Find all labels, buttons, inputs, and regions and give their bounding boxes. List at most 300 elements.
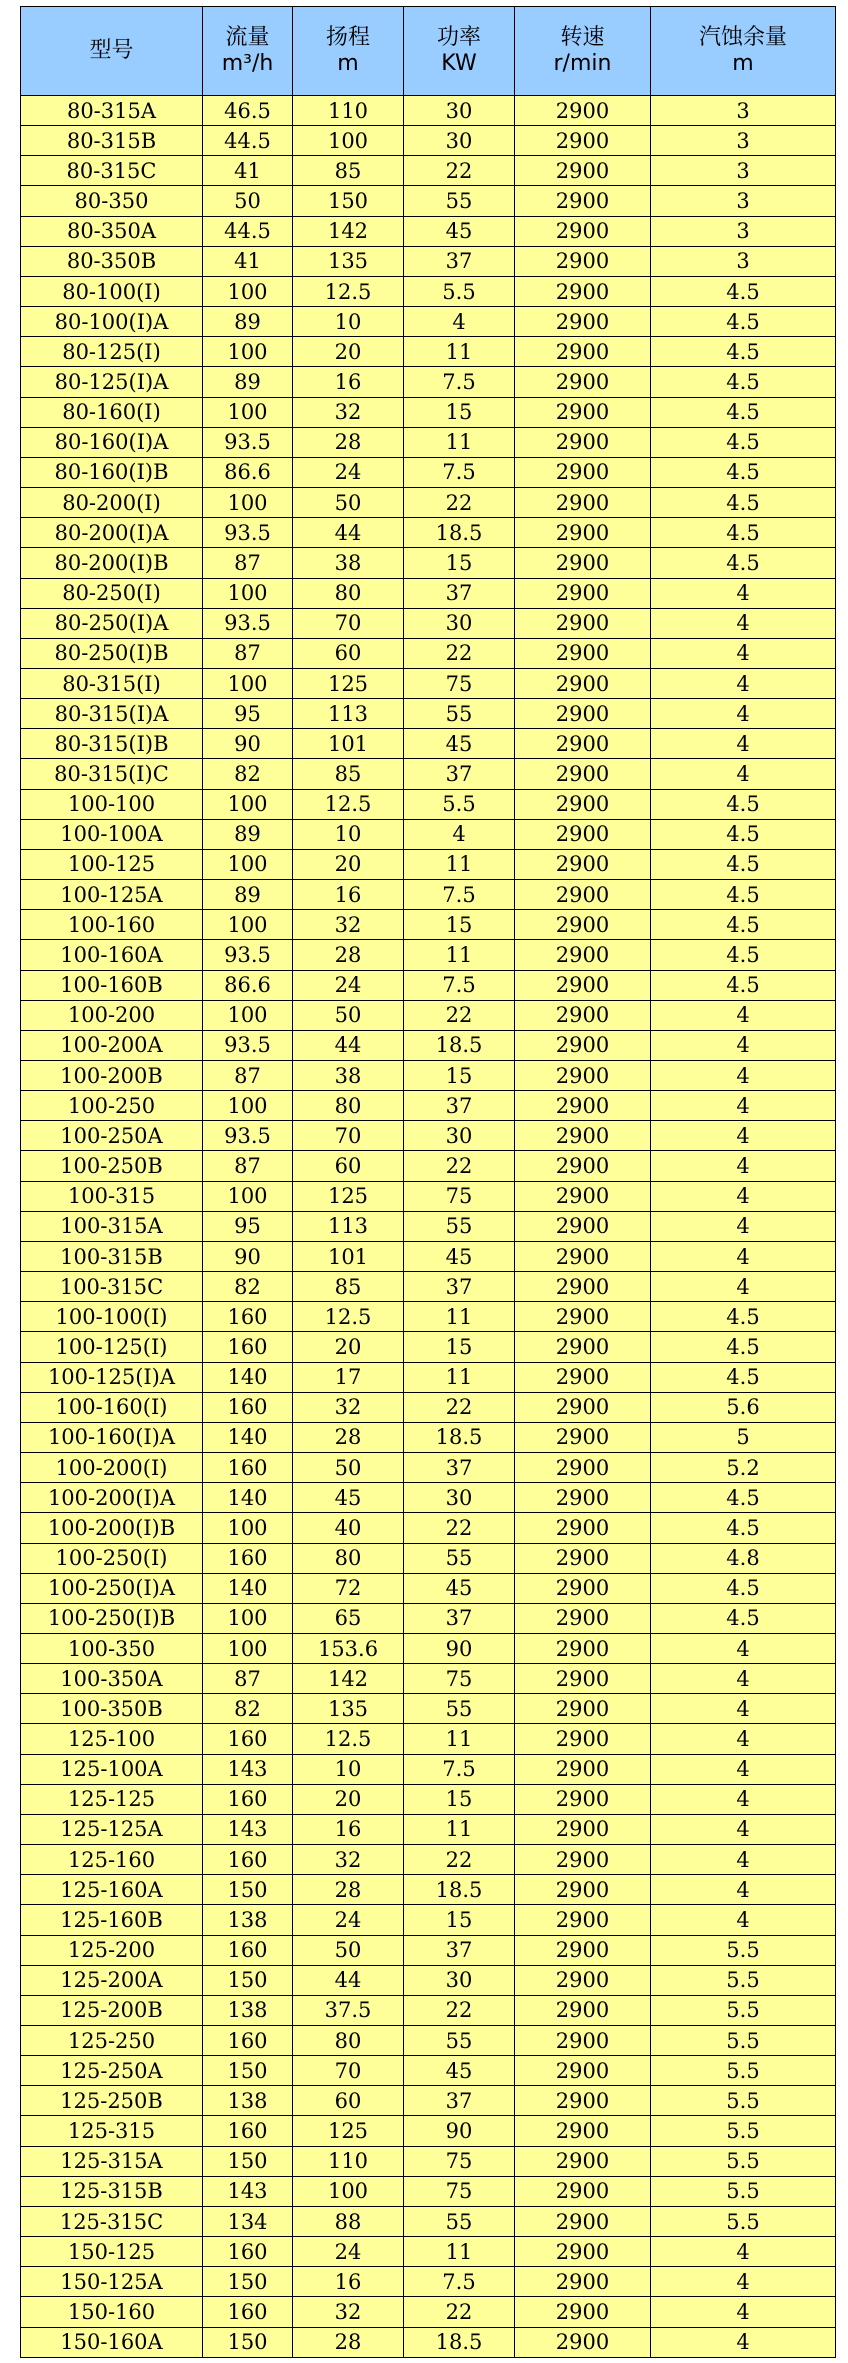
cell-flow: 89	[203, 307, 293, 337]
cell-model: 100-160(I)	[21, 1392, 203, 1422]
cell-power: 55	[404, 1543, 515, 1573]
table-row	[21, 1513, 836, 1543]
cell-speed: 2900	[515, 488, 651, 518]
cell-head: 100	[293, 126, 404, 156]
cell-head: 101	[293, 1241, 404, 1271]
cell-flow: 82	[203, 1272, 293, 1302]
cell-head: 16	[293, 367, 404, 397]
cell-power: 37	[404, 2086, 515, 2116]
table-row	[21, 1603, 836, 1633]
cell-speed: 2900	[515, 1272, 651, 1302]
cell-npsh: 3	[651, 96, 836, 126]
cell-head: 142	[293, 216, 404, 246]
cell-head: 20	[293, 849, 404, 879]
cell-head: 37.5	[293, 1995, 404, 2025]
cell-head: 80	[293, 2026, 404, 2056]
table-row	[21, 1061, 836, 1091]
cell-flow: 134	[203, 2206, 293, 2236]
cell-head: 28	[293, 1875, 404, 1905]
cell-flow: 93.5	[203, 940, 293, 970]
cell-flow: 87	[203, 548, 293, 578]
cell-model: 100-100A	[21, 819, 203, 849]
cell-npsh: 4.5	[651, 457, 836, 487]
cell-model: 100-160B	[21, 970, 203, 1000]
cell-speed: 2900	[515, 849, 651, 879]
cell-head: 70	[293, 1121, 404, 1151]
cell-model: 100-250	[21, 1091, 203, 1121]
cell-speed: 2900	[515, 2237, 651, 2267]
cell-power: 5.5	[404, 276, 515, 306]
cell-model: 80-350B	[21, 246, 203, 276]
cell-npsh: 4.5	[651, 518, 836, 548]
table-row	[21, 2056, 836, 2086]
cell-npsh: 4	[651, 1724, 836, 1754]
cell-power: 55	[404, 2026, 515, 2056]
cell-flow: 143	[203, 2176, 293, 2206]
cell-flow: 160	[203, 1302, 293, 1332]
cell-npsh: 4.5	[651, 276, 836, 306]
cell-speed: 2900	[515, 2297, 651, 2327]
header-power: 功率 KW	[404, 7, 515, 96]
cell-head: 135	[293, 246, 404, 276]
cell-speed: 2900	[515, 2116, 651, 2146]
cell-npsh: 4.5	[651, 397, 836, 427]
cell-model: 100-250(I)	[21, 1543, 203, 1573]
cell-speed: 2900	[515, 216, 651, 246]
cell-flow: 140	[203, 1573, 293, 1603]
cell-flow: 87	[203, 1664, 293, 1694]
cell-flow: 90	[203, 729, 293, 759]
cell-head: 60	[293, 638, 404, 668]
cell-speed: 2900	[515, 1633, 651, 1663]
cell-head: 101	[293, 729, 404, 759]
cell-npsh: 3	[651, 186, 836, 216]
cell-model: 100-100	[21, 789, 203, 819]
table-row	[21, 186, 836, 216]
table-row	[21, 1483, 836, 1513]
cell-flow: 150	[203, 1965, 293, 1995]
cell-npsh: 4.5	[651, 488, 836, 518]
cell-speed: 2900	[515, 2267, 651, 2297]
table-row	[21, 2116, 836, 2146]
cell-power: 75	[404, 1664, 515, 1694]
cell-speed: 2900	[515, 789, 651, 819]
cell-model: 100-350A	[21, 1664, 203, 1694]
cell-head: 135	[293, 1694, 404, 1724]
table-row	[21, 1362, 836, 1392]
table-row	[21, 1181, 836, 1211]
cell-power: 15	[404, 1061, 515, 1091]
cell-power: 15	[404, 1784, 515, 1814]
cell-power: 7.5	[404, 880, 515, 910]
cell-npsh: 4	[651, 1000, 836, 1030]
cell-speed: 2900	[515, 1664, 651, 1694]
cell-power: 90	[404, 2116, 515, 2146]
table-row	[21, 2026, 836, 2056]
cell-flow: 143	[203, 1754, 293, 1784]
cell-model: 100-125A	[21, 880, 203, 910]
cell-power: 55	[404, 1694, 515, 1724]
cell-speed: 2900	[515, 518, 651, 548]
cell-flow: 140	[203, 1422, 293, 1452]
cell-head: 110	[293, 2146, 404, 2176]
cell-head: 24	[293, 970, 404, 1000]
cell-flow: 100	[203, 668, 293, 698]
cell-power: 45	[404, 1241, 515, 1271]
cell-speed: 2900	[515, 729, 651, 759]
table-row	[21, 1875, 836, 1905]
cell-speed: 2900	[515, 1483, 651, 1513]
cell-model: 80-160(I)A	[21, 427, 203, 457]
cell-flow: 100	[203, 1603, 293, 1633]
cell-model: 80-250(I)B	[21, 638, 203, 668]
cell-speed: 2900	[515, 1211, 651, 1241]
cell-flow: 50	[203, 186, 293, 216]
cell-model: 80-315C	[21, 156, 203, 186]
cell-npsh: 4.5	[651, 1483, 836, 1513]
table-row	[21, 638, 836, 668]
cell-power: 7.5	[404, 367, 515, 397]
cell-head: 60	[293, 1151, 404, 1181]
cell-speed: 2900	[515, 397, 651, 427]
cell-npsh: 5.5	[651, 2116, 836, 2146]
cell-head: 20	[293, 337, 404, 367]
cell-model: 150-160	[21, 2297, 203, 2327]
cell-model: 100-200(I)B	[21, 1513, 203, 1543]
cell-model: 80-100(I)	[21, 276, 203, 306]
table-row	[21, 849, 836, 879]
cell-power: 75	[404, 2146, 515, 2176]
cell-head: 70	[293, 608, 404, 638]
cell-flow: 89	[203, 367, 293, 397]
cell-npsh: 4	[651, 1784, 836, 1814]
cell-npsh: 4.5	[651, 1302, 836, 1332]
cell-head: 72	[293, 1573, 404, 1603]
cell-npsh: 3	[651, 216, 836, 246]
cell-speed: 2900	[515, 699, 651, 729]
cell-power: 11	[404, 849, 515, 879]
cell-npsh: 4	[651, 2327, 836, 2357]
cell-speed: 2900	[515, 1543, 651, 1573]
table-row	[21, 1814, 836, 1844]
cell-npsh: 5	[651, 1422, 836, 1452]
cell-flow: 150	[203, 2267, 293, 2297]
table-row	[21, 940, 836, 970]
cell-head: 20	[293, 1784, 404, 1814]
cell-model: 100-250B	[21, 1151, 203, 1181]
cell-power: 45	[404, 2056, 515, 2086]
cell-head: 16	[293, 1814, 404, 1844]
cell-npsh: 4.8	[651, 1543, 836, 1573]
cell-model: 80-125(I)A	[21, 367, 203, 397]
table-row	[21, 2206, 836, 2236]
cell-npsh: 4.5	[651, 789, 836, 819]
cell-flow: 41	[203, 156, 293, 186]
cell-npsh: 5.5	[651, 1935, 836, 1965]
cell-speed: 2900	[515, 1754, 651, 1784]
cell-power: 37	[404, 1453, 515, 1483]
cell-power: 90	[404, 1633, 515, 1663]
cell-power: 15	[404, 910, 515, 940]
cell-speed: 2900	[515, 1784, 651, 1814]
cell-model: 100-125(I)	[21, 1332, 203, 1362]
cell-head: 12.5	[293, 789, 404, 819]
table-row	[21, 397, 836, 427]
cell-flow: 100	[203, 1513, 293, 1543]
cell-power: 55	[404, 699, 515, 729]
cell-head: 10	[293, 1754, 404, 1784]
cell-speed: 2900	[515, 1000, 651, 1030]
table-row	[21, 367, 836, 397]
cell-power: 55	[404, 2206, 515, 2236]
cell-power: 45	[404, 216, 515, 246]
cell-speed: 2900	[515, 578, 651, 608]
table-row	[21, 1241, 836, 1271]
cell-flow: 160	[203, 1453, 293, 1483]
table-row	[21, 578, 836, 608]
table-row	[21, 1905, 836, 1935]
cell-model: 125-125A	[21, 1814, 203, 1844]
cell-head: 125	[293, 2116, 404, 2146]
cell-head: 65	[293, 1603, 404, 1633]
table-row	[21, 1784, 836, 1814]
cell-model: 150-160A	[21, 2327, 203, 2357]
cell-flow: 140	[203, 1362, 293, 1392]
cell-power: 22	[404, 1513, 515, 1543]
cell-model: 150-125	[21, 2237, 203, 2267]
cell-flow: 138	[203, 2086, 293, 2116]
cell-power: 7.5	[404, 970, 515, 1000]
cell-power: 45	[404, 1573, 515, 1603]
cell-speed: 2900	[515, 880, 651, 910]
cell-model: 100-125	[21, 849, 203, 879]
cell-flow: 89	[203, 880, 293, 910]
table-row	[21, 1573, 836, 1603]
cell-flow: 93.5	[203, 1030, 293, 1060]
cell-flow: 87	[203, 1151, 293, 1181]
table-body	[21, 96, 836, 2358]
cell-speed: 2900	[515, 1905, 651, 1935]
cell-speed: 2900	[515, 1875, 651, 1905]
cell-head: 60	[293, 2086, 404, 2116]
cell-npsh: 4.5	[651, 1362, 836, 1392]
cell-speed: 2900	[515, 970, 651, 1000]
cell-power: 37	[404, 759, 515, 789]
cell-head: 44	[293, 1030, 404, 1060]
table-row	[21, 1754, 836, 1784]
cell-head: 50	[293, 1000, 404, 1030]
cell-power: 7.5	[404, 1754, 515, 1784]
cell-speed: 2900	[515, 1965, 651, 1995]
cell-flow: 100	[203, 789, 293, 819]
cell-head: 12.5	[293, 1724, 404, 1754]
table-row	[21, 1121, 836, 1151]
cell-speed: 2900	[515, 1091, 651, 1121]
cell-speed: 2900	[515, 2206, 651, 2236]
cell-flow: 100	[203, 849, 293, 879]
cell-speed: 2900	[515, 367, 651, 397]
cell-model: 80-125(I)	[21, 337, 203, 367]
cell-power: 55	[404, 186, 515, 216]
cell-flow: 86.6	[203, 970, 293, 1000]
table-row	[21, 2146, 836, 2176]
cell-flow: 160	[203, 1935, 293, 1965]
cell-npsh: 5.5	[651, 1965, 836, 1995]
cell-flow: 100	[203, 910, 293, 940]
header-head: 扬程 m	[293, 7, 404, 96]
cell-model: 125-200A	[21, 1965, 203, 1995]
cell-head: 38	[293, 1061, 404, 1091]
cell-flow: 100	[203, 1633, 293, 1663]
cell-flow: 46.5	[203, 96, 293, 126]
table-row	[21, 1845, 836, 1875]
cell-model: 125-100A	[21, 1754, 203, 1784]
cell-npsh: 4	[651, 1845, 836, 1875]
cell-head: 38	[293, 548, 404, 578]
cell-npsh: 4.5	[651, 819, 836, 849]
cell-speed: 2900	[515, 246, 651, 276]
cell-model: 100-350B	[21, 1694, 203, 1724]
cell-model: 80-200(I)A	[21, 518, 203, 548]
cell-npsh: 4.5	[651, 1513, 836, 1543]
cell-flow: 90	[203, 1241, 293, 1271]
cell-model: 100-160(I)A	[21, 1422, 203, 1452]
cell-speed: 2900	[515, 1573, 651, 1603]
cell-power: 18.5	[404, 1875, 515, 1905]
cell-model: 125-250B	[21, 2086, 203, 2116]
cell-model: 100-250A	[21, 1121, 203, 1151]
cell-flow: 160	[203, 1724, 293, 1754]
cell-head: 85	[293, 1272, 404, 1302]
table-row	[21, 1091, 836, 1121]
cell-speed: 2900	[515, 759, 651, 789]
cell-power: 37	[404, 1091, 515, 1121]
cell-head: 45	[293, 1483, 404, 1513]
cell-power: 30	[404, 1965, 515, 1995]
cell-npsh: 4.5	[651, 940, 836, 970]
cell-head: 125	[293, 668, 404, 698]
cell-power: 30	[404, 126, 515, 156]
cell-head: 80	[293, 578, 404, 608]
table-row	[21, 1211, 836, 1241]
cell-model: 100-200B	[21, 1061, 203, 1091]
cell-power: 22	[404, 488, 515, 518]
cell-power: 37	[404, 246, 515, 276]
cell-head: 24	[293, 457, 404, 487]
cell-flow: 87	[203, 1061, 293, 1091]
cell-speed: 2900	[515, 96, 651, 126]
cell-model: 125-250A	[21, 2056, 203, 2086]
cell-power: 18.5	[404, 518, 515, 548]
cell-speed: 2900	[515, 1241, 651, 1271]
cell-npsh: 4	[651, 1241, 836, 1271]
cell-flow: 160	[203, 1392, 293, 1422]
cell-speed: 2900	[515, 126, 651, 156]
table-row	[21, 216, 836, 246]
cell-flow: 89	[203, 819, 293, 849]
cell-head: 44	[293, 518, 404, 548]
cell-speed: 2900	[515, 1724, 651, 1754]
cell-power: 37	[404, 1272, 515, 1302]
cell-head: 113	[293, 699, 404, 729]
cell-power: 37	[404, 1603, 515, 1633]
table-row	[21, 1272, 836, 1302]
cell-model: 80-350	[21, 186, 203, 216]
cell-npsh: 5.5	[651, 2026, 836, 2056]
cell-flow: 100	[203, 337, 293, 367]
cell-npsh: 4	[651, 1814, 836, 1844]
cell-head: 10	[293, 819, 404, 849]
cell-speed: 2900	[515, 1392, 651, 1422]
cell-model: 100-200(I)	[21, 1453, 203, 1483]
cell-speed: 2900	[515, 2176, 651, 2206]
cell-power: 55	[404, 1211, 515, 1241]
cell-speed: 2900	[515, 668, 651, 698]
cell-flow: 100	[203, 488, 293, 518]
cell-model: 125-100	[21, 1724, 203, 1754]
cell-npsh: 4	[651, 1694, 836, 1724]
cell-model: 125-200B	[21, 1995, 203, 2025]
cell-model: 80-315(I)B	[21, 729, 203, 759]
cell-flow: 93.5	[203, 518, 293, 548]
cell-model: 125-160B	[21, 1905, 203, 1935]
cell-power: 75	[404, 668, 515, 698]
cell-model: 80-250(I)A	[21, 608, 203, 638]
pump-spec-table	[20, 6, 836, 2358]
table-row	[21, 668, 836, 698]
cell-model: 125-125	[21, 1784, 203, 1814]
header-npsh: 汽蚀余量 m	[651, 7, 836, 96]
cell-model: 80-200(I)	[21, 488, 203, 518]
cell-flow: 138	[203, 1905, 293, 1935]
cell-model: 125-160A	[21, 1875, 203, 1905]
header-speed: 转速 r/min	[515, 7, 651, 96]
cell-speed: 2900	[515, 1453, 651, 1483]
table-row	[21, 608, 836, 638]
cell-head: 85	[293, 759, 404, 789]
cell-power: 4	[404, 307, 515, 337]
cell-head: 28	[293, 1422, 404, 1452]
table-row	[21, 488, 836, 518]
cell-model: 100-125(I)A	[21, 1362, 203, 1392]
cell-speed: 2900	[515, 1513, 651, 1543]
cell-head: 40	[293, 1513, 404, 1543]
cell-npsh: 4	[651, 1875, 836, 1905]
cell-head: 88	[293, 2206, 404, 2236]
cell-flow: 150	[203, 1875, 293, 1905]
cell-head: 24	[293, 2237, 404, 2267]
table-row	[21, 276, 836, 306]
cell-power: 4	[404, 819, 515, 849]
cell-npsh: 4	[651, 578, 836, 608]
cell-flow: 138	[203, 1995, 293, 2025]
cell-flow: 100	[203, 397, 293, 427]
cell-flow: 160	[203, 2116, 293, 2146]
cell-npsh: 5.5	[651, 2146, 836, 2176]
cell-npsh: 4	[651, 1905, 836, 1935]
cell-speed: 2900	[515, 457, 651, 487]
table-row	[21, 2086, 836, 2116]
table-row	[21, 2327, 836, 2357]
cell-speed: 2900	[515, 156, 651, 186]
cell-model: 125-315B	[21, 2176, 203, 2206]
cell-npsh: 4	[651, 2297, 836, 2327]
cell-npsh: 4	[651, 1030, 836, 1060]
cell-head: 125	[293, 1181, 404, 1211]
cell-flow: 160	[203, 1543, 293, 1573]
cell-speed: 2900	[515, 548, 651, 578]
cell-speed: 2900	[515, 2327, 651, 2357]
